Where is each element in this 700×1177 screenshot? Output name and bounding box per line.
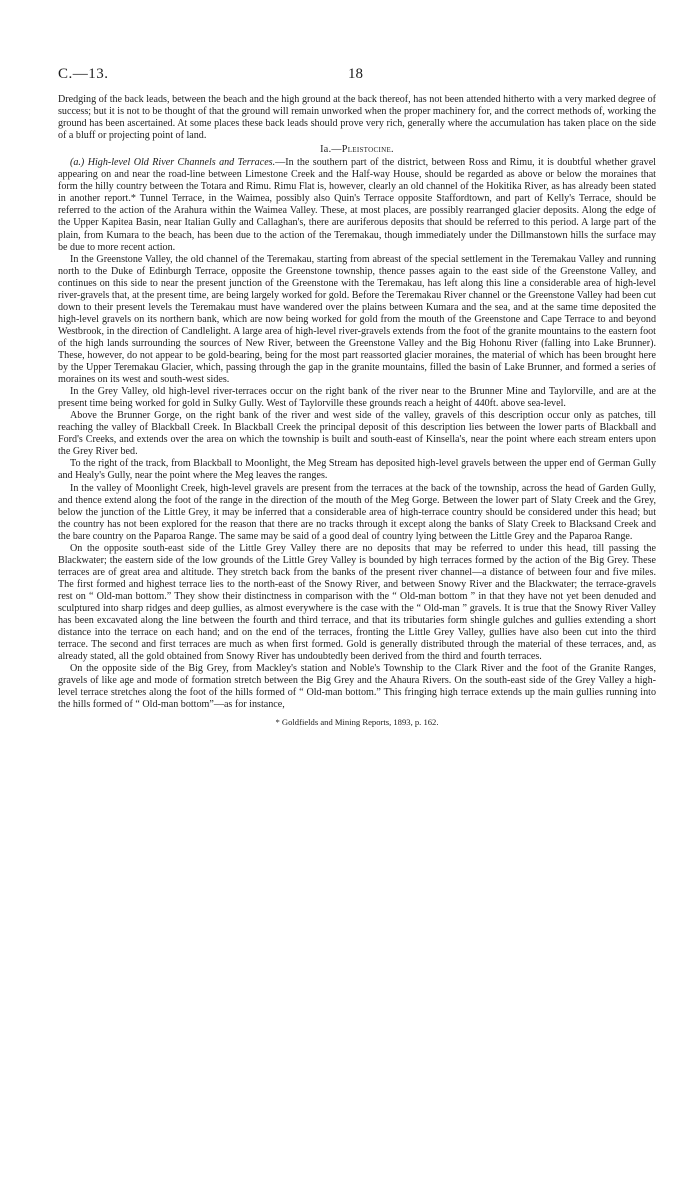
paragraph-greenstone-valley: In the Greenstone Valley, the old channel of the Teremakau, starting from abreast of the special settlement in the Teremakau Valley and running north to the Duke of Edinburgh Terrace, opposite the Greenstone township, thence passes again to the east side of the Greenstone Valley, and continues on this side to near the present junction of the Greenstone with the Teremakau, has left along this line a considerable area of high-level river-gravels that, at the present time, are being largely worked for gold. Before the Teremakau River channel or the Greenstone Valley had been cut down to their present levels the Teremakau must have wandered over the plains between Kumara and the sea, and at the same time deposited the high-level gravels on its northern bank, which are now being worked for gold from the mouth of the Greenstone and Cape Terrace to and beyond Westbrook, in the direction of Candlelight. A large area of high-level river-gravels extends from the foot of the granite mountains to the eastern foot of the high lands surrounding the sources of New River, between the Greenstone Valley and the Big Hohonu River (falling into Lake Brunner). These, however, do not appear to be gold-bearing, being for the most part reassorted glacier moraines, the material of which has been brought here by the Upper Teremakau Glacier, which, passing through the gap in the granite mountains, filled the basin of Lake Brunner, and formed a series of moraines on its west and south-west sides. [58, 253, 656, 386]
paragraph-blackball-track: To the right of the track, from Blackball to Moonlight, the Meg Stream has deposited high-level gravels between the upper end of German Gully and Healy's Gully, near the point where the Meg leaves the ranges. [58, 458, 656, 482]
paragraph-brunner-gorge: Above the Brunner Gorge, on the right bank of the river and west side of the valley, gravels of this description occur only as patches, till reaching the valley of Blackball Creek. In Blackball Creek the principal deposit of this description lies between the lower parts of Blackball and Ford's Creeks, and extends over the area on which the township is built and south-east of Kinsella's, near the point where each stream enters upon the Grey River bed. [58, 410, 656, 458]
parliamentary-paper-reference: C.—13. [58, 66, 109, 82]
subsection-text: —In the southern part of the district, between Ross and Rimu, it is doubtful whether gravel appearing on and near the road-line between Limestone Creek and the Half-way House, should be regarded as above or below the moraines that form the hilly country between the Totara and Rimu. Rimu Flat is, however, clearly an old channel of the Hokitika River, as has already been stated in another report.* Tunnel Terrace, in the Waimea, possibly also Quin's Terrace opposite Staffordtown, and part of Kelly's Terrace, should be referred to the action of the Arahura within the Waimea Valley. These, at most places, are possibly rearranged glacier deposits. Along the edge of the Upper Kapitea Basin, near Italian Gully and Callaghan's, there are auriferous deposits that should be referred to this period. A large part of the plain, from Kumara to the beach, has been due to the action of the Teremakau, though immediately under the Dillmanstown hills the surface may be due to more recent action. [58, 157, 656, 253]
section-heading-title: Pleistocine. [341, 144, 394, 156]
section-heading-prefix: Ia.— [320, 144, 342, 156]
document-body [58, 94, 656, 727]
section-heading [58, 144, 656, 156]
paragraph-little-grey-valley: On the opposite south-east side of the Little Grey Valley there are no deposits that may be referred to under this head, till passing the Blackwater; the eastern side of the low grounds of the Little Grey Valley is bounded by high terraces formed by the action of the Big Grey. These terraces are of great area and altitude. They stretch back from the banks of the present river channel—a distance of between four and five miles. The first formed and highest terrace lies to the north-east of the Snowy River, and between Snowy River and the Blackwater; the terrace-gravels rest on “ Old-man bottom.” They show their distinctness in comparison with the “ Old-man bottom ” in that they have not yet been denuded and sculptured into sharp ridges and deep gullies, as almost everywhere is the case with the “ Old-man ” gravels. It is true that the Snowy River Valley has been excavated along the line between the fourth and third terrace, and that its tributaries form shingle gulches and gullies extending a short distance into the terrace on each hand; and on the end of the terraces, fronting the Little Grey Valley, gullies have also been cut into the third terrace. The second and first terraces are much as when first formed. Gold is generally distributed through the material of these terraces, and, as already stated, all the gold obtained from Snowy River has undoubtedly been derived from the third and fourth terraces. [58, 542, 656, 663]
subsection-label: (a.) High-level Old River Channels and Terraces. [70, 157, 276, 169]
footnote: * Goldfields and Mining Reports, 1893, p. 162. [275, 717, 439, 728]
intro-paragraph: Dredging of the back leads, between the beach and the high ground at the back thereof, has not been attended hitherto with a very marked degree of success; but it is not to be thought of that the ground will remain unworked when the proper machinery for, and the correct methods of, working the ground has been ascertained. At some places these back leads should prove very rich, generally where the accumulation has taken place on the side of a bluff or projecting point of land. [58, 94, 656, 142]
paragraph-big-grey: On the opposite side of the Big Grey, from Mackley's station and Noble's Township to the Clark River and the foot of the Granite Ranges, gravels of like age and mode of formation stretch between the Big Grey and the Ahaura Rivers. On the south-east side of the Grey Valley a high-level terrace stretches along the foot of the hills formed of “ Old-man bottom.” This fringing high terrace extends up the main gullies running into the hills formed of “ Old-man bottom”—as for instance, [58, 663, 656, 711]
document-page [58, 66, 656, 727]
page-header [58, 66, 656, 90]
paragraph-high-level-channels [58, 157, 656, 253]
paragraph-moonlight-creek: In the valley of Moonlight Creek, high-level gravels are present from the terraces at the back of the township, across the head of Garden Gully, and thence extend along the foot of the range in the direction of the mouth of the Meg Gorge. Between the lower part of Slaty Creek and the Grey, below the junction of the Little Grey, it may be inferred that a considerable area of high-terrace country should be considered under this head; but the country has not been explored for the reason that there are no tracks through it except along the banks of Slaty Creek to Blacksand Creek and the bare country on the Paparoa Range. The same may be said of a good deal of country lying between the Little Grey and the Paparoa Range. [58, 482, 656, 542]
page-number: 18 [348, 66, 363, 82]
paragraph-grey-valley: In the Grey Valley, old high-level river-terraces occur on the right bank of the river near to the Brunner Mine and Taylorville, and are at the present time being worked for gold in Sulky Gully. West of Taylorville these grounds reach a height of 440ft. above sea-level. [58, 386, 656, 410]
